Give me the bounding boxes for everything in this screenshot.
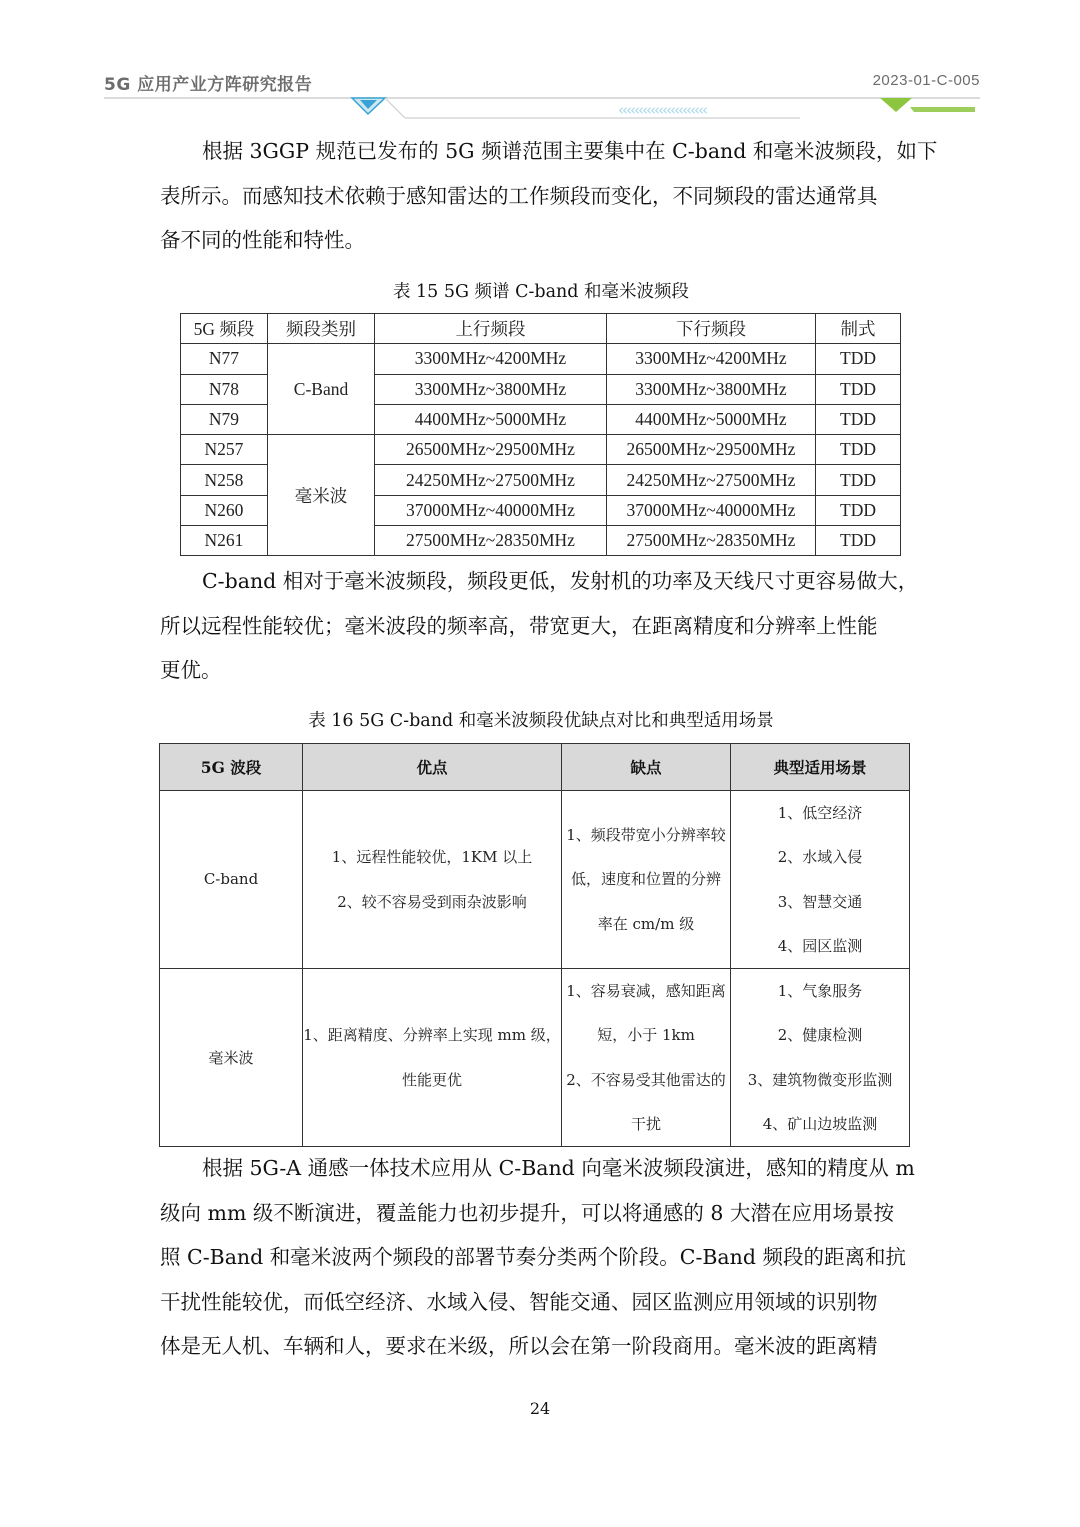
cell-line: 1、远程性能较优，1KM 以上 (331, 848, 533, 867)
col-header: 典型适用场景 (731, 744, 910, 791)
table15-caption: 表 15 5G 频谱 C-band 和毫米波频段 (392, 282, 690, 302)
table16-caption: 表 16 5G C-band 和毫米波频段优缺点对比和典型适用场景 (308, 711, 774, 731)
cell-line: 性能更优 (401, 1070, 462, 1089)
paragraph-line: 表所示。而感知技术依赖于感知雷达的工作频段而变化，不同频段的雷达通常具 (160, 183, 878, 208)
col-header: 5G 波段 (160, 744, 303, 791)
band-cell (160, 791, 303, 969)
scenes-cell (731, 791, 910, 969)
downlink-cell: 3300MHz~4200MHz (607, 344, 816, 374)
col-header: 缺点 (562, 744, 731, 791)
group-cell: C-Band (268, 344, 375, 435)
mode-cell: TDD (816, 344, 901, 374)
cell-line: 率在 cm/m 级 (597, 914, 695, 933)
band-cell: N261 (181, 526, 268, 556)
cell-line: 2、不容易受其他雷达的 (566, 1070, 726, 1089)
cell-line: 1、频段带宽小分辨率较 (566, 826, 726, 845)
table-row (160, 969, 910, 1147)
downlink-cell: 26500MHz~29500MHz (607, 435, 816, 465)
cell-line: C-band (203, 870, 259, 889)
uplink-cell: 37000MHz~40000MHz (375, 495, 607, 525)
paragraph-line: 所以远程性能较优；毫米波段的频率高，带宽更大，在距离精度和分辨率上性能 (160, 613, 878, 638)
mode-cell: TDD (816, 374, 901, 404)
cell-line: 4、矿山边坡监测 (762, 1115, 878, 1134)
comparison-paragraph (160, 559, 922, 693)
paragraph-line: 体是无人机、车辆和人，要求在米级，所以会在第一阶段商用。毫米波的距离精 (160, 1334, 878, 1358)
paragraph-line: 根据 3GGP 规范已发布的 5G 频谱范围主要集中在 C-band 和毫米波频段，如下 (202, 139, 938, 163)
pros-cons-table (159, 743, 910, 1147)
col-header: 频段类别 (268, 314, 375, 344)
table-header-row (181, 314, 901, 344)
uplink-cell: 27500MHz~28350MHz (375, 526, 607, 556)
uplink-cell: 4400MHz~5000MHz (375, 404, 607, 434)
cons-cell (562, 791, 731, 969)
cell-line: 4、园区监测 (777, 936, 863, 955)
scenes-cell (731, 969, 910, 1147)
cell-line: 2、健康检测 (777, 1026, 863, 1045)
evolution-paragraph (160, 1146, 922, 1369)
paragraph-line: 备不同的性能和特性。 (160, 228, 365, 252)
col-header: 下行频段 (607, 314, 816, 344)
cell-line: 1、容易衰减，感知距离 (566, 982, 726, 1001)
mode-cell: TDD (816, 465, 901, 495)
band-cell: N79 (181, 404, 268, 434)
downlink-cell: 27500MHz~28350MHz (607, 526, 816, 556)
table-row (181, 435, 901, 465)
cell-line: 低，速度和位置的分辨 (570, 870, 721, 889)
cell-line: 1、低空经济 (777, 804, 863, 822)
band-cell: N257 (181, 435, 268, 465)
svg-text:‹‹‹‹‹‹‹‹‹‹‹‹‹‹‹‹‹‹‹‹‹‹: ‹‹‹‹‹‹‹‹‹‹‹‹‹‹‹‹‹‹‹‹‹‹ (618, 101, 706, 119)
paragraph-line: 根据 5G-A 通感一体技术应用从 C-Band 向毫米波频段演进，感知的精度从 m (202, 1156, 915, 1180)
cell-line: 毫米波 (208, 1048, 254, 1067)
table-header-row (160, 744, 910, 791)
band-cell: N260 (181, 495, 268, 525)
page-number: 24 (529, 1399, 551, 1418)
header-decoration (0, 90, 1080, 130)
mode-cell: TDD (816, 435, 901, 465)
downlink-cell: 37000MHz~40000MHz (607, 495, 816, 525)
uplink-cell: 3300MHz~4200MHz (375, 344, 607, 374)
paragraph-line: 级向 mm 级不断演进，覆盖能力也初步提升，可以将通感的 8 大潜在应用场景按 (160, 1200, 894, 1225)
table-row (181, 344, 901, 374)
intro-paragraph (160, 129, 938, 263)
cell-line: 干扰 (630, 1115, 661, 1134)
paragraph-line: 更优。 (160, 658, 222, 682)
cell-line: 3、智慧交通 (777, 892, 863, 911)
pros-cell (303, 969, 562, 1147)
spectrum-table (180, 313, 901, 556)
col-header: 制式 (816, 314, 901, 344)
cell-line: 2、水域入侵 (777, 848, 863, 867)
band-cell (160, 969, 303, 1147)
group-cell: 毫米波 (268, 435, 375, 556)
band-cell: N78 (181, 374, 268, 404)
mode-cell: TDD (816, 526, 901, 556)
mode-cell: TDD (816, 404, 901, 434)
uplink-cell: 3300MHz~3800MHz (375, 374, 607, 404)
cell-line: 2、较不容易受到雨杂波影响 (337, 892, 527, 911)
band-cell: N258 (181, 465, 268, 495)
paragraph-line: 照 C-Band 和毫米波两个频段的部署节奏分类两个阶段。C-Band 频段的距离和抗 (160, 1245, 906, 1269)
col-header: 上行频段 (375, 314, 607, 344)
col-header: 优点 (303, 744, 562, 791)
col-header: 5G 频段 (181, 314, 268, 344)
cell-line: 1、气象服务 (777, 982, 863, 1001)
paragraph-line: 干扰性能较优，而低空经济、水域入侵、智能交通、园区监测应用领域的识别物 (160, 1289, 878, 1314)
band-cell: N77 (181, 344, 268, 374)
mode-cell: TDD (816, 495, 901, 525)
cons-cell (562, 969, 731, 1147)
cell-line: 3、建筑物微变形监测 (747, 1070, 893, 1089)
uplink-cell: 26500MHz~29500MHz (375, 435, 607, 465)
downlink-cell: 4400MHz~5000MHz (607, 404, 816, 434)
report-code: 2023-01-C-005 (872, 72, 980, 89)
report-title: 5G 应用产业方阵研究报告 (104, 75, 313, 95)
paragraph-line: C-band 相对于毫米波频段，频段更低，发射机的功率及天线尺寸更容易做大， (202, 569, 919, 593)
cell-line: 短，小于 1km (597, 1026, 695, 1045)
uplink-cell: 24250MHz~27500MHz (375, 465, 607, 495)
pros-cell (303, 791, 562, 969)
downlink-cell: 3300MHz~3800MHz (607, 374, 816, 404)
cell-line: 1、距离精度、分辨率上实现 mm 级， (303, 1026, 561, 1045)
downlink-cell: 24250MHz~27500MHz (607, 465, 816, 495)
table-row (160, 791, 910, 969)
